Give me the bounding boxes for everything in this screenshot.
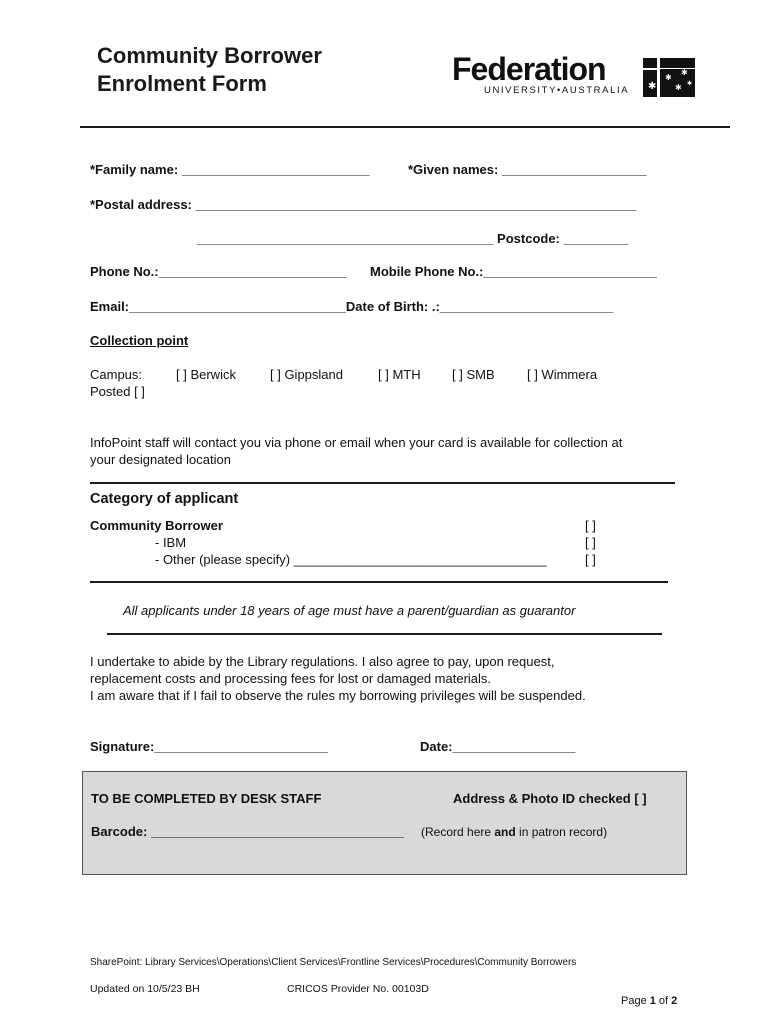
date-field[interactable]: Date:_________________	[420, 739, 576, 754]
phone-field[interactable]: Phone No.:__________________________	[90, 264, 347, 279]
campus-option-posted[interactable]: Posted [ ]	[90, 384, 145, 399]
postal-address-field[interactable]: *Postal address: _____________________________________________________________	[90, 197, 637, 212]
page-current: 1	[649, 995, 656, 1007]
record-note-post: in patron record)	[515, 825, 608, 839]
southern-cross-flag-icon	[643, 58, 695, 98]
updated-note: Updated on 10/5/23 BH	[90, 983, 200, 995]
ibm-label: - IBM	[155, 535, 187, 550]
campus-option-smb[interactable]: [ ] SMB	[452, 367, 495, 382]
header-divider	[80, 126, 730, 128]
cricos-number: CRICOS Provider No. 00103D	[287, 983, 429, 995]
campus-option-berwick[interactable]: [ ] Berwick	[176, 367, 236, 382]
postal-address-line2-field[interactable]: _________________________________________ Postcode: _________	[197, 231, 629, 246]
ibm-checkbox[interactable]: [ ]	[585, 535, 596, 550]
family-name-field[interactable]: *Family name: __________________________	[90, 162, 370, 177]
desk-staff-section	[82, 771, 687, 875]
undertaking-line1: I undertake to abide by the Library regulations. I also agree to pay, upon request,	[90, 654, 555, 669]
svg-text:✱: ✱	[648, 81, 657, 92]
campus-label: Campus:	[90, 367, 143, 382]
form-title-line1: Community Borrower	[97, 43, 322, 68]
email-dob-field[interactable]: Email:______________________________Date of Birth: .:________________________	[90, 299, 614, 314]
signature-field[interactable]: Signature:________________________	[90, 739, 328, 754]
barcode-field[interactable]: Barcode: ___________________________________	[91, 824, 405, 839]
campus-option-gippsland[interactable]: [ ] Gippsland	[270, 367, 343, 382]
collection-point-heading: Collection point	[90, 333, 189, 348]
record-note-and: and	[494, 825, 516, 839]
section-divider	[107, 633, 662, 635]
category-heading: Category of applicant	[90, 491, 239, 507]
infopoint-line1: InfoPoint staff will contact you via phone or email when your card is available for collection at	[90, 435, 623, 450]
community-borrower-checkbox[interactable]: [ ]	[585, 518, 596, 533]
page-number	[621, 995, 677, 1007]
other-checkbox[interactable]: [ ]	[585, 552, 596, 567]
svg-text:✱: ✱	[687, 80, 693, 87]
address-photo-id-check[interactable]: Address & Photo ID checked [ ]	[453, 791, 647, 806]
record-note	[421, 825, 607, 839]
logo-wordmark: Federation	[452, 51, 606, 87]
undertaking-statement	[90, 653, 586, 704]
community-borrower-label: Community Borrower	[90, 518, 223, 533]
infopoint-line2: your designated location	[90, 452, 231, 467]
campus-option-wimmera[interactable]: [ ] Wimmera	[527, 367, 598, 382]
section-divider	[90, 581, 668, 583]
sharepoint-path: SharePoint: Library Services\Operations\Client Services\Frontline Services\Procedures\Community Borrowers	[90, 957, 577, 968]
svg-text:✱: ✱	[675, 83, 682, 92]
page-total: 2	[671, 995, 678, 1007]
federation-logo	[452, 52, 629, 96]
logo-subtitle: UNIVERSITY•AUSTRALIA	[484, 85, 630, 96]
section-divider	[90, 482, 675, 484]
guarantor-notice: All applicants under 18 years of age must have a parent/guardian as guarantor	[123, 603, 576, 618]
campus-option-mth[interactable]: [ ] MTH	[378, 367, 421, 382]
undertaking-line3: I am aware that if I fail to observe the rules my borrowing privileges will be suspended.	[90, 688, 586, 703]
form-title-line2: Enrolment Form	[97, 71, 267, 96]
infopoint-notice	[90, 434, 622, 468]
svg-text:✱: ✱	[681, 68, 688, 77]
mobile-phone-field[interactable]: Mobile Phone No.:________________________	[370, 264, 657, 279]
record-note-pre: (Record here	[421, 825, 495, 839]
page-of: of	[655, 995, 672, 1007]
given-names-field[interactable]: *Given names: ____________________	[408, 162, 647, 177]
page-label: Page	[621, 995, 650, 1007]
undertaking-line2: replacement costs and processing fees for lost or damaged materials.	[90, 671, 492, 686]
desk-staff-heading: TO BE COMPLETED BY DESK STAFF	[91, 791, 322, 806]
svg-text:✱: ✱	[665, 73, 672, 82]
other-specify-field[interactable]: - Other (please specify) ___________________________________	[155, 552, 547, 567]
